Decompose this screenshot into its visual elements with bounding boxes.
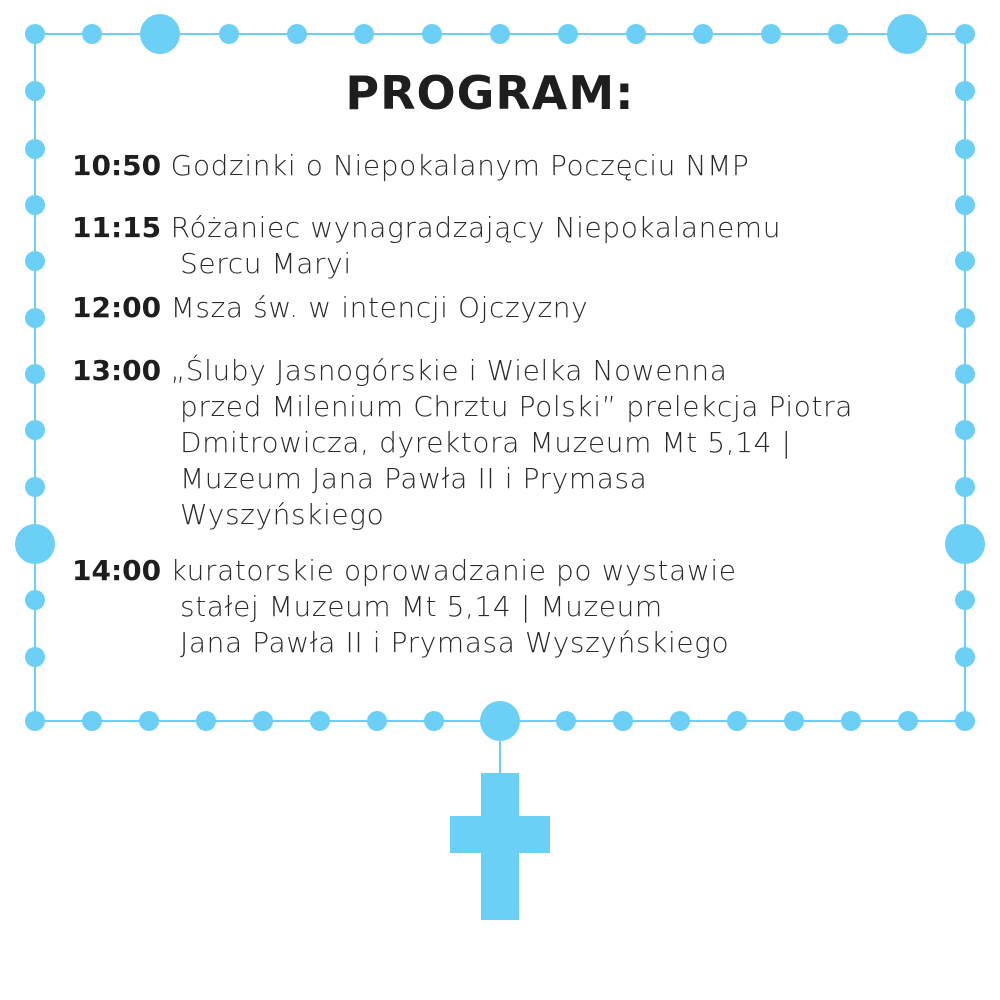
entry-text-continued: Jana Pawła II i Prymasa Wyszyńskiego xyxy=(180,626,730,659)
rosary-bead xyxy=(25,251,45,271)
rosary-bead xyxy=(354,24,374,44)
rosary-bead xyxy=(955,308,975,328)
rosary-bead xyxy=(670,711,690,731)
rosary-bead xyxy=(626,24,646,44)
entry-text: „Śluby Jasnogórskie i Wielka Nowenna xyxy=(170,354,728,387)
rosary-bead xyxy=(955,711,975,731)
entry-text-continued: Wyszyńskiego xyxy=(180,498,385,531)
rosary-bead xyxy=(196,711,216,731)
rosary-bead xyxy=(424,711,444,731)
rosary-bead xyxy=(955,195,975,215)
rosary-bead xyxy=(761,24,781,44)
entry-text: Różaniec wynagradzający Niepokalanemu xyxy=(170,211,782,244)
rosary-bead xyxy=(82,711,102,731)
rosary-bead xyxy=(25,364,45,384)
entry-time: 14:00 xyxy=(72,554,162,587)
entry-text: Godzinki o Niepokalanym Poczęciu NMP xyxy=(170,149,750,182)
entry-text-continued: stałej Muzeum Mt 5,14 | Muzeum xyxy=(180,590,663,623)
rosary-bead xyxy=(422,24,442,44)
rosary-bead xyxy=(613,711,633,731)
rosary-bead xyxy=(25,195,45,215)
rosary-bead xyxy=(25,590,45,610)
cross-icon xyxy=(450,773,550,920)
entry-first-line xyxy=(72,290,932,326)
entry-time: 10:50 xyxy=(72,149,162,182)
entry-text: Msza św. w intencji Ojczyzny xyxy=(170,291,589,324)
rosary-bead xyxy=(140,14,180,54)
program-entry-1 xyxy=(72,148,932,184)
rosary-bead xyxy=(887,14,927,54)
rosary-bead xyxy=(955,477,975,497)
rosary-bead xyxy=(139,711,159,731)
entry-time: 12:00 xyxy=(72,291,162,324)
entry-text-continued: przed Milenium Chrztu Polski” prelekcja Piotra xyxy=(180,390,853,423)
rosary-bead xyxy=(490,24,510,44)
rosary-bead xyxy=(955,24,975,44)
rosary-bead xyxy=(310,711,330,731)
rosary-bead xyxy=(955,590,975,610)
rosary-bead xyxy=(828,24,848,44)
rosary-bead xyxy=(727,711,747,731)
entry-text-continued: Dmitrowicza, dyrektora Muzeum Mt 5,14 | xyxy=(180,426,792,459)
program-entry-5 xyxy=(72,553,932,661)
entry-first-line xyxy=(72,148,932,184)
rosary-bead xyxy=(693,24,713,44)
rosary-bead xyxy=(253,711,273,731)
rosary-bead xyxy=(955,647,975,667)
rosary-bead xyxy=(841,711,861,731)
rosary-bead xyxy=(25,308,45,328)
rosary-bead xyxy=(25,24,45,44)
rosary-bead xyxy=(25,647,45,667)
rosary-bead xyxy=(558,24,578,44)
entry-time: 11:15 xyxy=(72,211,162,244)
program-entry-2 xyxy=(72,210,932,282)
rosary-bead xyxy=(25,711,45,731)
rosary-bead xyxy=(556,711,576,731)
rosary-bead xyxy=(898,711,918,731)
rosary-bead xyxy=(25,477,45,497)
entry-text-continued: Muzeum Jana Pawła II i Prymasa xyxy=(180,462,648,495)
entry-first-line xyxy=(72,210,932,246)
rosary-bead xyxy=(955,364,975,384)
program-entry-4 xyxy=(72,353,932,533)
rosary-bead xyxy=(955,420,975,440)
program-entry-3 xyxy=(72,290,932,326)
rosary-bead xyxy=(15,524,55,564)
rosary-bead xyxy=(945,524,985,564)
rosary-bead xyxy=(25,420,45,440)
entry-text-continued: Sercu Maryi xyxy=(180,247,352,280)
rosary-bead xyxy=(480,701,520,741)
rosary-bead xyxy=(287,24,307,44)
rosary-bead xyxy=(82,24,102,44)
rosary-bead xyxy=(367,711,387,731)
rosary-bead xyxy=(955,251,975,271)
rosary-bead xyxy=(219,24,239,44)
program-title: PROGRAM: xyxy=(345,66,635,120)
rosary-bead xyxy=(25,139,45,159)
rosary-bead xyxy=(784,711,804,731)
entry-first-line xyxy=(72,353,932,389)
entry-text: kuratorskie oprowadzanie po wystawie xyxy=(170,554,737,587)
entry-time: 13:00 xyxy=(72,354,162,387)
rosary-bead xyxy=(955,139,975,159)
entry-first-line xyxy=(72,553,932,589)
